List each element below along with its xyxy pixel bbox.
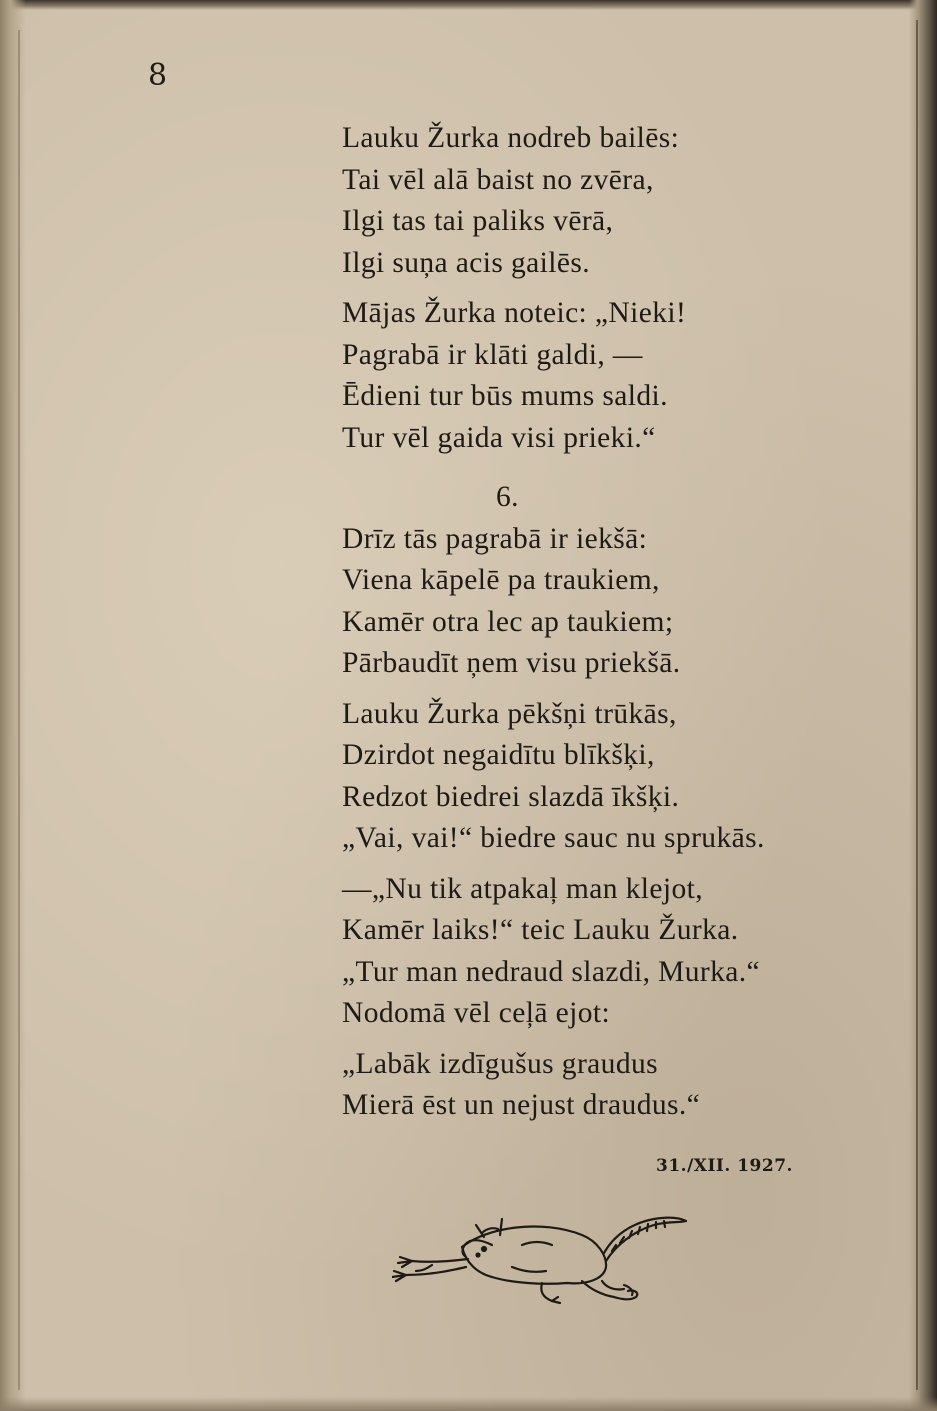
poem-date: 31./XII. 1927. xyxy=(656,1156,793,1176)
poem-line: „Vai, vai!“ biedre sauc nu sprukās. xyxy=(342,822,765,854)
poem-line: Lauku Žurka nodreb bailēs: xyxy=(342,122,680,154)
poem-line: Dzirdot negaidītu blīkšķi, xyxy=(342,739,655,771)
poem-line: Viena kāpelē pa traukiem, xyxy=(342,564,660,596)
rat-drawing-icon xyxy=(392,1205,692,1305)
poem-line: Pagrabā ir klāti galdi, — xyxy=(342,338,643,371)
poem-line: Ilgi tas tai paliks vērā, xyxy=(342,205,614,237)
poem-line: Drīz tās pagrabā ir iekšā: xyxy=(342,522,648,555)
stanza-1 xyxy=(342,118,812,284)
poem-line: Tur vēl gaida visi prieki.“ xyxy=(342,421,656,454)
stanza-5 xyxy=(342,869,812,1035)
poem-text xyxy=(342,118,812,1127)
stanza-3 xyxy=(342,519,812,685)
page-number: 8 xyxy=(148,58,168,93)
page-right-binding xyxy=(916,20,918,1390)
poem-line: Kamēr laiks!“ teic Lauku Žurka. xyxy=(342,914,739,946)
poem-line: Ilgi suņa acis gailēs. xyxy=(342,246,591,279)
page-left-fold xyxy=(18,30,20,1390)
poem-line: Pārbaudīt ņem visu priekšā. xyxy=(342,647,681,679)
poem-line: —„Nu tik atpakaļ man klejot, xyxy=(342,872,704,905)
page-right-edge xyxy=(909,0,937,1411)
poem-line: Mierā ēst un nejust draudus.“ xyxy=(342,1089,701,1121)
stanza-4 xyxy=(342,694,812,860)
poem-line: „Labāk izdīgušus graudus xyxy=(342,1047,658,1080)
poem-line: Lauku Žurka pēkšņi trūkās, xyxy=(342,697,677,730)
stanza-6 xyxy=(342,1044,812,1127)
poem-line: Nodomā vēl ceļā ejot: xyxy=(342,997,611,1029)
poem-line: „Tur man nedraud slazdi, Murka.“ xyxy=(342,955,761,988)
page-bottom-edge xyxy=(0,1397,937,1411)
poem-line: Mājas Žurka noteic: „Nieki! xyxy=(342,297,687,329)
poem-line: Tai vēl alā baist no zvēra, xyxy=(342,163,654,196)
section-number: 6. xyxy=(496,481,519,513)
stanza-2 xyxy=(342,293,812,459)
page-top-edge xyxy=(0,0,937,10)
page-left-edge xyxy=(0,0,26,1411)
poem-line: Kamēr otra lec ap taukiem; xyxy=(342,605,674,638)
poem-line: Redzot biedrei slazdā īkšķi. xyxy=(342,780,680,813)
poem-line: Ēdieni tur būs mums saldi. xyxy=(342,380,668,412)
